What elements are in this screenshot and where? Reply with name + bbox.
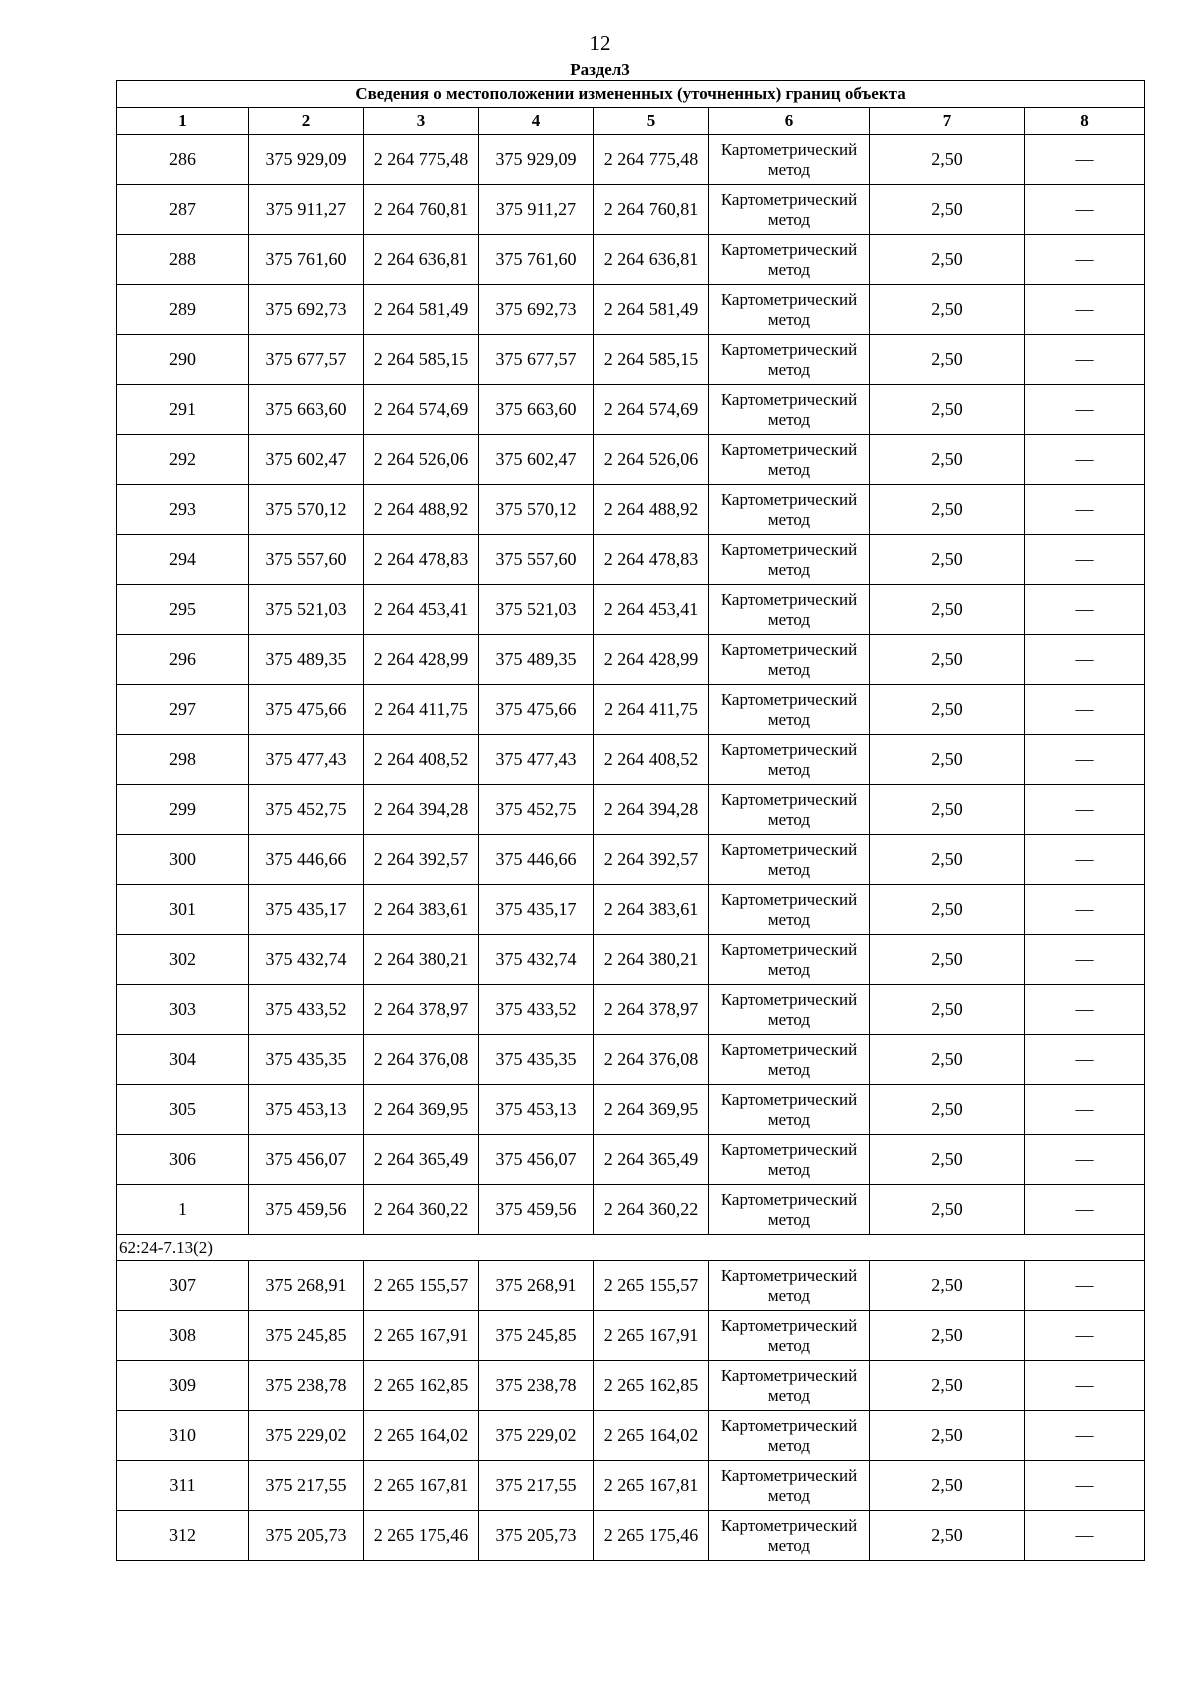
description-cell: — xyxy=(1025,535,1145,585)
table-row xyxy=(117,1361,1145,1411)
x-old-cell: 375 602,47 xyxy=(249,435,364,485)
accuracy-cell: 2,50 xyxy=(870,1261,1025,1311)
table-row xyxy=(117,885,1145,935)
x-new-cell: 375 602,47 xyxy=(479,435,594,485)
accuracy-cell: 2,50 xyxy=(870,1461,1025,1511)
x-new-cell: 375 929,09 xyxy=(479,135,594,185)
x-old-cell: 375 217,55 xyxy=(249,1461,364,1511)
column-header: 6 xyxy=(709,108,870,135)
description-cell: — xyxy=(1025,185,1145,235)
point-number-cell: 294 xyxy=(117,535,249,585)
y-new-cell: 2 264 365,49 xyxy=(594,1135,709,1185)
accuracy-cell: 2,50 xyxy=(870,835,1025,885)
point-number-cell: 301 xyxy=(117,885,249,935)
table-body xyxy=(117,135,1145,1561)
x-new-cell: 375 238,78 xyxy=(479,1361,594,1411)
column-header-row xyxy=(117,108,1145,135)
y-new-cell: 2 264 378,97 xyxy=(594,985,709,1035)
method-cell: Картометрический метод xyxy=(709,585,870,635)
page-number: 12 xyxy=(589,31,611,55)
description-cell: — xyxy=(1025,285,1145,335)
point-number-cell: 298 xyxy=(117,735,249,785)
table-row xyxy=(117,485,1145,535)
accuracy-cell: 2,50 xyxy=(870,585,1025,635)
x-old-cell: 375 663,60 xyxy=(249,385,364,435)
accuracy-cell: 2,50 xyxy=(870,935,1025,985)
x-new-cell: 375 446,66 xyxy=(479,835,594,885)
point-number-cell: 293 xyxy=(117,485,249,535)
y-new-cell: 2 265 167,91 xyxy=(594,1311,709,1361)
y-new-cell: 2 264 760,81 xyxy=(594,185,709,235)
method-cell: Картометрический метод xyxy=(709,1135,870,1185)
y-new-cell: 2 264 394,28 xyxy=(594,785,709,835)
y-new-cell: 2 264 428,99 xyxy=(594,635,709,685)
y-new-cell: 2 264 453,41 xyxy=(594,585,709,635)
y-old-cell: 2 264 636,81 xyxy=(364,235,479,285)
x-old-cell: 375 238,78 xyxy=(249,1361,364,1411)
table-row xyxy=(117,1135,1145,1185)
x-old-cell: 375 570,12 xyxy=(249,485,364,535)
x-new-cell: 375 453,13 xyxy=(479,1085,594,1135)
description-cell: — xyxy=(1025,485,1145,535)
method-cell: Картометрический метод xyxy=(709,1461,870,1511)
y-old-cell: 2 264 408,52 xyxy=(364,735,479,785)
accuracy-cell: 2,50 xyxy=(870,335,1025,385)
x-old-cell: 375 521,03 xyxy=(249,585,364,635)
description-cell: — xyxy=(1025,1461,1145,1511)
method-cell: Картометрический метод xyxy=(709,485,870,535)
x-old-cell: 375 557,60 xyxy=(249,535,364,585)
accuracy-cell: 2,50 xyxy=(870,635,1025,685)
method-cell: Картометрический метод xyxy=(709,885,870,935)
description-cell: — xyxy=(1025,835,1145,885)
y-old-cell: 2 264 360,22 xyxy=(364,1185,479,1235)
point-number-cell: 306 xyxy=(117,1135,249,1185)
table-row xyxy=(117,785,1145,835)
method-cell: Картометрический метод xyxy=(709,1035,870,1085)
accuracy-cell: 2,50 xyxy=(870,1135,1025,1185)
y-old-cell: 2 265 167,81 xyxy=(364,1461,479,1511)
table-row xyxy=(117,685,1145,735)
accuracy-cell: 2,50 xyxy=(870,485,1025,535)
y-new-cell: 2 264 488,92 xyxy=(594,485,709,535)
method-cell: Картометрический метод xyxy=(709,385,870,435)
x-old-cell: 375 452,75 xyxy=(249,785,364,835)
x-new-cell: 375 570,12 xyxy=(479,485,594,535)
method-cell: Картометрический метод xyxy=(709,135,870,185)
accuracy-cell: 2,50 xyxy=(870,785,1025,835)
description-cell: — xyxy=(1025,235,1145,285)
y-new-cell: 2 264 380,21 xyxy=(594,935,709,985)
point-number-cell: 288 xyxy=(117,235,249,285)
accuracy-cell: 2,50 xyxy=(870,735,1025,785)
y-old-cell: 2 264 581,49 xyxy=(364,285,479,335)
description-cell: — xyxy=(1025,135,1145,185)
description-cell: — xyxy=(1025,635,1145,685)
point-number-cell: 290 xyxy=(117,335,249,385)
x-new-cell: 375 761,60 xyxy=(479,235,594,285)
y-old-cell: 2 264 478,83 xyxy=(364,535,479,585)
y-new-cell: 2 264 775,48 xyxy=(594,135,709,185)
x-new-cell: 375 268,91 xyxy=(479,1261,594,1311)
description-cell: — xyxy=(1025,1035,1145,1085)
x-new-cell: 375 692,73 xyxy=(479,285,594,335)
table-row xyxy=(117,185,1145,235)
method-cell: Картометрический метод xyxy=(709,335,870,385)
table-row xyxy=(117,1185,1145,1235)
description-cell: — xyxy=(1025,1411,1145,1461)
y-new-cell: 2 265 164,02 xyxy=(594,1411,709,1461)
description-cell: — xyxy=(1025,435,1145,485)
x-old-cell: 375 911,27 xyxy=(249,185,364,235)
section-title: Раздел3 xyxy=(570,60,630,79)
x-new-cell: 375 911,27 xyxy=(479,185,594,235)
point-number-cell: 295 xyxy=(117,585,249,635)
description-cell: — xyxy=(1025,1311,1145,1361)
y-old-cell: 2 265 164,02 xyxy=(364,1411,479,1461)
table-row xyxy=(117,835,1145,885)
y-new-cell: 2 265 175,46 xyxy=(594,1511,709,1561)
y-old-cell: 2 264 453,41 xyxy=(364,585,479,635)
point-number-cell: 287 xyxy=(117,185,249,235)
x-old-cell: 375 459,56 xyxy=(249,1185,364,1235)
accuracy-cell: 2,50 xyxy=(870,1511,1025,1561)
x-new-cell: 375 521,03 xyxy=(479,585,594,635)
accuracy-cell: 2,50 xyxy=(870,1085,1025,1135)
method-cell: Картометрический метод xyxy=(709,1185,870,1235)
description-cell: — xyxy=(1025,735,1145,785)
x-old-cell: 375 446,66 xyxy=(249,835,364,885)
description-cell: — xyxy=(1025,385,1145,435)
accuracy-cell: 2,50 xyxy=(870,1185,1025,1235)
x-old-cell: 375 268,91 xyxy=(249,1261,364,1311)
y-new-cell: 2 264 408,52 xyxy=(594,735,709,785)
group-label: 62:24-7.13(2) xyxy=(117,1235,1145,1261)
table-row xyxy=(117,385,1145,435)
table-row xyxy=(117,135,1145,185)
y-old-cell: 2 264 488,92 xyxy=(364,485,479,535)
point-number-cell: 297 xyxy=(117,685,249,735)
x-new-cell: 375 229,02 xyxy=(479,1411,594,1461)
x-old-cell: 375 435,35 xyxy=(249,1035,364,1085)
x-new-cell: 375 452,75 xyxy=(479,785,594,835)
x-old-cell: 375 692,73 xyxy=(249,285,364,335)
x-new-cell: 375 435,17 xyxy=(479,885,594,935)
table-row xyxy=(117,1511,1145,1561)
column-header: 3 xyxy=(364,108,479,135)
x-new-cell: 375 489,35 xyxy=(479,635,594,685)
x-new-cell: 375 432,74 xyxy=(479,935,594,985)
y-new-cell: 2 264 478,83 xyxy=(594,535,709,585)
description-cell: — xyxy=(1025,335,1145,385)
method-cell: Картометрический метод xyxy=(709,1361,870,1411)
y-new-cell: 2 264 411,75 xyxy=(594,685,709,735)
y-new-cell: 2 264 581,49 xyxy=(594,285,709,335)
point-number-cell: 292 xyxy=(117,435,249,485)
y-new-cell: 2 264 526,06 xyxy=(594,435,709,485)
accuracy-cell: 2,50 xyxy=(870,1361,1025,1411)
y-old-cell: 2 264 394,28 xyxy=(364,785,479,835)
description-cell: — xyxy=(1025,1135,1145,1185)
y-old-cell: 2 264 376,08 xyxy=(364,1035,479,1085)
table-row xyxy=(117,1411,1145,1461)
table-row xyxy=(117,635,1145,685)
description-cell: — xyxy=(1025,1085,1145,1135)
description-cell: — xyxy=(1025,885,1145,935)
description-cell: — xyxy=(1025,785,1145,835)
x-new-cell: 375 433,52 xyxy=(479,985,594,1035)
x-new-cell: 375 459,56 xyxy=(479,1185,594,1235)
y-new-cell: 2 264 376,08 xyxy=(594,1035,709,1085)
description-cell: — xyxy=(1025,1361,1145,1411)
table-row xyxy=(117,285,1145,335)
y-new-cell: 2 264 585,15 xyxy=(594,335,709,385)
description-cell: — xyxy=(1025,1185,1145,1235)
method-cell: Картометрический метод xyxy=(709,185,870,235)
accuracy-cell: 2,50 xyxy=(870,985,1025,1035)
method-cell: Картометрический метод xyxy=(709,635,870,685)
y-old-cell: 2 264 365,49 xyxy=(364,1135,479,1185)
accuracy-cell: 2,50 xyxy=(870,385,1025,435)
column-header: 5 xyxy=(594,108,709,135)
x-old-cell: 375 761,60 xyxy=(249,235,364,285)
x-new-cell: 375 475,66 xyxy=(479,685,594,735)
table-row xyxy=(117,585,1145,635)
point-number-cell: 312 xyxy=(117,1511,249,1561)
method-cell: Картометрический метод xyxy=(709,1261,870,1311)
table-row xyxy=(117,235,1145,285)
point-number-cell: 305 xyxy=(117,1085,249,1135)
x-old-cell: 375 433,52 xyxy=(249,985,364,1035)
y-new-cell: 2 265 155,57 xyxy=(594,1261,709,1311)
x-old-cell: 375 245,85 xyxy=(249,1311,364,1361)
y-new-cell: 2 264 360,22 xyxy=(594,1185,709,1235)
group-row xyxy=(117,1235,1145,1261)
method-cell: Картометрический метод xyxy=(709,685,870,735)
x-new-cell: 375 435,35 xyxy=(479,1035,594,1085)
y-old-cell: 2 264 526,06 xyxy=(364,435,479,485)
x-old-cell: 375 205,73 xyxy=(249,1511,364,1561)
method-cell: Картометрический метод xyxy=(709,1085,870,1135)
x-new-cell: 375 205,73 xyxy=(479,1511,594,1561)
method-cell: Картометрический метод xyxy=(709,1511,870,1561)
x-new-cell: 375 663,60 xyxy=(479,385,594,435)
description-cell: — xyxy=(1025,1261,1145,1311)
method-cell: Картометрический метод xyxy=(709,1411,870,1461)
point-number-cell: 304 xyxy=(117,1035,249,1085)
table-row xyxy=(117,1261,1145,1311)
accuracy-cell: 2,50 xyxy=(870,535,1025,585)
column-header: 7 xyxy=(870,108,1025,135)
description-cell: — xyxy=(1025,685,1145,735)
point-number-cell: 299 xyxy=(117,785,249,835)
point-number-cell: 289 xyxy=(117,285,249,335)
point-number-cell: 303 xyxy=(117,985,249,1035)
y-new-cell: 2 265 167,81 xyxy=(594,1461,709,1511)
method-cell: Картометрический метод xyxy=(709,285,870,335)
table-row xyxy=(117,935,1145,985)
point-number-cell: 310 xyxy=(117,1411,249,1461)
column-header: 1 xyxy=(117,108,249,135)
table-row xyxy=(117,735,1145,785)
y-old-cell: 2 264 574,69 xyxy=(364,385,479,435)
accuracy-cell: 2,50 xyxy=(870,185,1025,235)
table-row xyxy=(117,1085,1145,1135)
accuracy-cell: 2,50 xyxy=(870,435,1025,485)
x-new-cell: 375 477,43 xyxy=(479,735,594,785)
x-old-cell: 375 929,09 xyxy=(249,135,364,185)
table-row xyxy=(117,1035,1145,1085)
column-header: 4 xyxy=(479,108,594,135)
y-new-cell: 2 265 162,85 xyxy=(594,1361,709,1411)
method-cell: Картометрический метод xyxy=(709,935,870,985)
x-old-cell: 375 677,57 xyxy=(249,335,364,385)
accuracy-cell: 2,50 xyxy=(870,135,1025,185)
x-new-cell: 375 217,55 xyxy=(479,1461,594,1511)
y-new-cell: 2 264 636,81 xyxy=(594,235,709,285)
table-row xyxy=(117,535,1145,585)
y-old-cell: 2 264 428,99 xyxy=(364,635,479,685)
column-header: 2 xyxy=(249,108,364,135)
point-number-cell: 300 xyxy=(117,835,249,885)
accuracy-cell: 2,50 xyxy=(870,285,1025,335)
table-row xyxy=(117,335,1145,385)
point-number-cell: 296 xyxy=(117,635,249,685)
point-number-cell: 307 xyxy=(117,1261,249,1311)
table-row xyxy=(117,1311,1145,1361)
y-old-cell: 2 265 175,46 xyxy=(364,1511,479,1561)
y-old-cell: 2 264 380,21 xyxy=(364,935,479,985)
description-cell: — xyxy=(1025,985,1145,1035)
accuracy-cell: 2,50 xyxy=(870,885,1025,935)
y-new-cell: 2 264 392,57 xyxy=(594,835,709,885)
y-old-cell: 2 264 775,48 xyxy=(364,135,479,185)
point-number-cell: 291 xyxy=(117,385,249,435)
accuracy-cell: 2,50 xyxy=(870,1411,1025,1461)
point-number-cell: 311 xyxy=(117,1461,249,1511)
x-old-cell: 375 432,74 xyxy=(249,935,364,985)
method-cell: Картометрический метод xyxy=(709,835,870,885)
x-old-cell: 375 456,07 xyxy=(249,1135,364,1185)
y-old-cell: 2 264 383,61 xyxy=(364,885,479,935)
x-old-cell: 375 477,43 xyxy=(249,735,364,785)
method-cell: Картометрический метод xyxy=(709,1311,870,1361)
x-old-cell: 375 489,35 xyxy=(249,635,364,685)
method-cell: Картометрический метод xyxy=(709,735,870,785)
accuracy-cell: 2,50 xyxy=(870,1035,1025,1085)
y-old-cell: 2 265 167,91 xyxy=(364,1311,479,1361)
x-old-cell: 375 475,66 xyxy=(249,685,364,735)
description-cell: — xyxy=(1025,1511,1145,1561)
table-row xyxy=(117,985,1145,1035)
point-number-cell: 309 xyxy=(117,1361,249,1411)
point-number-cell: 302 xyxy=(117,935,249,985)
y-old-cell: 2 264 585,15 xyxy=(364,335,479,385)
column-header: 8 xyxy=(1025,108,1145,135)
x-old-cell: 375 435,17 xyxy=(249,885,364,935)
y-old-cell: 2 264 411,75 xyxy=(364,685,479,735)
method-cell: Картометрический метод xyxy=(709,235,870,285)
coordinates-table xyxy=(116,80,1145,1561)
table-row xyxy=(117,1461,1145,1511)
accuracy-cell: 2,50 xyxy=(870,1311,1025,1361)
accuracy-cell: 2,50 xyxy=(870,685,1025,735)
y-old-cell: 2 264 369,95 xyxy=(364,1085,479,1135)
point-number-cell: 286 xyxy=(117,135,249,185)
y-old-cell: 2 264 392,57 xyxy=(364,835,479,885)
description-cell: — xyxy=(1025,585,1145,635)
description-cell: — xyxy=(1025,935,1145,985)
x-old-cell: 375 229,02 xyxy=(249,1411,364,1461)
table-row xyxy=(117,435,1145,485)
point-number-cell: 308 xyxy=(117,1311,249,1361)
y-old-cell: 2 264 760,81 xyxy=(364,185,479,235)
x-new-cell: 375 677,57 xyxy=(479,335,594,385)
method-cell: Картометрический метод xyxy=(709,535,870,585)
y-new-cell: 2 264 369,95 xyxy=(594,1085,709,1135)
y-old-cell: 2 264 378,97 xyxy=(364,985,479,1035)
method-cell: Картометрический метод xyxy=(709,985,870,1035)
method-cell: Картометрический метод xyxy=(709,435,870,485)
x-new-cell: 375 456,07 xyxy=(479,1135,594,1185)
y-old-cell: 2 265 162,85 xyxy=(364,1361,479,1411)
method-cell: Картометрический метод xyxy=(709,785,870,835)
x-new-cell: 375 245,85 xyxy=(479,1311,594,1361)
x-old-cell: 375 453,13 xyxy=(249,1085,364,1135)
accuracy-cell: 2,50 xyxy=(870,235,1025,285)
point-number-cell: 1 xyxy=(117,1185,249,1235)
table-caption: Сведения о местоположении измененных (уточненных) границ объекта xyxy=(117,81,1145,108)
x-new-cell: 375 557,60 xyxy=(479,535,594,585)
y-new-cell: 2 264 574,69 xyxy=(594,385,709,435)
y-old-cell: 2 265 155,57 xyxy=(364,1261,479,1311)
y-new-cell: 2 264 383,61 xyxy=(594,885,709,935)
